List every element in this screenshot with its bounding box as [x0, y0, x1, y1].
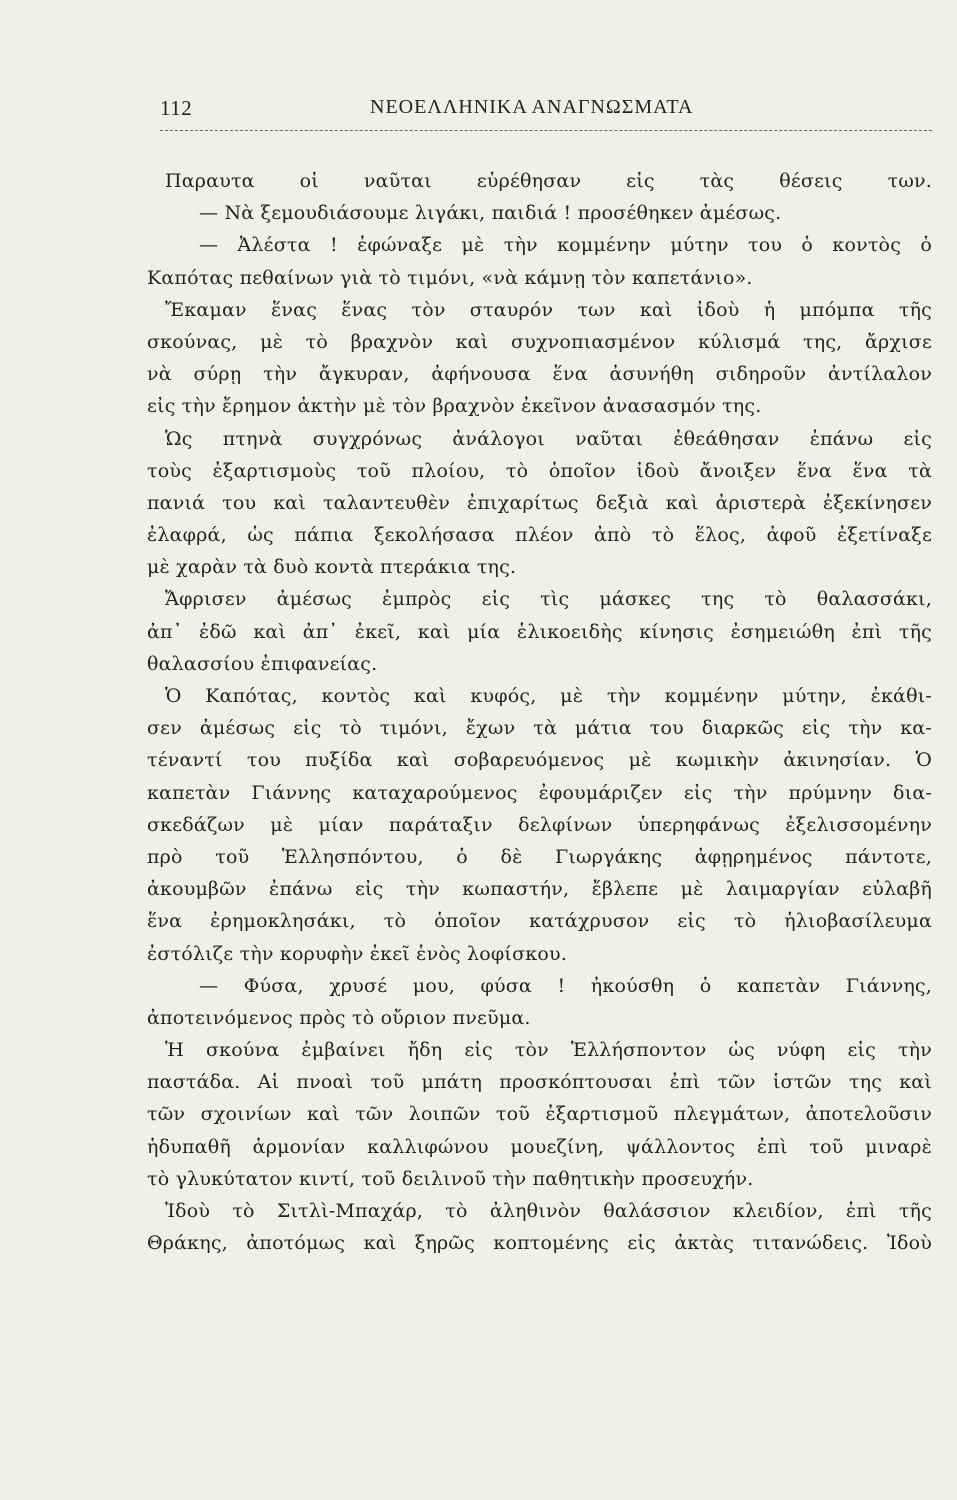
text-line: ἀπ᾽ ἐδῶ καὶ ἀπ᾽ ἐκεῖ, καὶ μία ἑλικοειδὴς κίνησις ἐσημειώθη ἐπὶ τῆς	[147, 620, 932, 643]
text-line: — Ἀλέστα ! ἐφώναξε μὲ τὴν κομμένην μύτην του ὁ κοντὸς ὁ	[199, 234, 932, 257]
text-line: τοὺς ἐξαρτισμοὺς τοῦ πλοίου, τὸ ὁποῖον ἰδοὺ ἄνοιξεν ἕνα ἕνα τὰ	[147, 459, 932, 482]
page-number: 112	[160, 96, 193, 120]
text-line: — Νὰ ξεμουδιάσουμε λιγάκι, παιδιά ! προσέθηκεν ἀμέσως.	[199, 202, 782, 225]
text-line: ἀκουμβῶν ἐπάνω εἰς τὴν κωπαστήν, ἔβλεπε μὲ λαιμαργίαν εὐλαβῆ	[147, 878, 932, 901]
text-line: τῶν σχοινίων καὶ τῶν λοιπῶν τοῦ ἐξαρτισμοῦ πλεγμάτων, ἀποτελοῦσιν	[147, 1103, 932, 1126]
text-line: νὰ σύρῃ τὴν ἄγκυραν, ἀφήνουσα ἕνα ἀσυνήθη σιδηροῦν ἀντίλαλον	[147, 363, 932, 386]
header-rule	[160, 130, 932, 131]
text-line: Ἡ σκούνα ἐμβαίνει ἤδη εἰς τὸν Ἑλλήσποντον ὡς νύφη εἰς τὴν	[165, 1039, 932, 1062]
text-line: ἐλαφρά, ὡς πάπια ξεκολήσασα πλέον ἀπὸ τὸ ἕλος, ἀφοῦ ἐξετίναξε	[147, 524, 932, 547]
text-line: θαλασσίου ἐπιφανείας.	[147, 652, 378, 675]
text-line: πανιά του καὶ ταλαντευθὲν ἐπιχαρίτως δεξιὰ καὶ ἀριστερὰ ἐξεκίνησεν	[147, 491, 932, 514]
text-line: — Φύσα, χρυσέ μου, φύσα ! ἠκούσθη ὁ καπετὰν Γιάννης,	[199, 974, 932, 997]
text-line: τὸ γλυκύτατον κιντί, τοῦ δειλινοῦ τὴν παθητικὴν προσευχήν.	[147, 1167, 754, 1190]
text-line: Παραυτα οἱ ναῦται εὑρέθησαν εἰς τὰς θέσεις των.	[165, 170, 932, 192]
text-line: μὲ χαρὰν τὰ δυὸ κοντὰ πτεράκια της.	[147, 556, 517, 579]
text-line: ἡδυπαθῆ ἁρμονίαν καλλιφώνου μουεζίνη, ψάλλοντος ἐπὶ τοῦ μιναρὲ	[147, 1135, 932, 1158]
text-line: σκεδάζων μὲ μίαν παράταξιν δελφίνων ὑπερηφάνως ἐξελισσομένην	[147, 813, 932, 836]
text-line: Θράκης, ἀποτόμως καὶ ξηρῶς κοπτομένης εἰς ἀκτὰς τιτανώδεις. Ἰδοὺ	[147, 1232, 932, 1255]
page-header	[160, 96, 928, 126]
text-line: Ἄφρισεν ἀμέσως ἐμπρὸς εἰς τὶς μάσκες της τὸ θαλασσάκι,	[165, 588, 932, 611]
running-head: ΝΕΟΕΛΛΗΝΙΚΑ ΑΝΑΓΝΩΣΜΑΤΑ	[370, 96, 694, 118]
text-line: πρὸ τοῦ Ἑλλησπόντου, ὁ δὲ Γιωργάκης ἀφῃρημένος πάντοτε,	[147, 845, 932, 868]
text-line: Ὁ Καπότας, κοντὸς καὶ κυφός, μὲ τὴν κομμένην μύτην, ἐκάθι-	[165, 685, 932, 707]
text-line: παστάδα. Αἱ πνοαὶ τοῦ μπάτη προσκόπτουσαι ἐπὶ τῶν ἱστῶν της καὶ	[147, 1071, 932, 1094]
text-line: ἐστόλιζε τὴν κορυφὴν ἐκεῖ ἑνὸς λοφίσκου.	[147, 942, 567, 965]
text-line: Καπότας πεθαίνων γιὰ τὸ τιμόνι, «νὰ κάμνῃ τὸν καπετάνιο».	[147, 266, 753, 289]
text-line: εἰς τὴν ἔρημον ἀκτὴν μὲ τὸν βραχνὸν ἐκεῖνον ἀνασασμόν της.	[147, 395, 762, 418]
text-line: ἀποτεινόμενος πρὸς τὸ οὔριον πνεῦμα.	[147, 1006, 531, 1029]
text-line: καπετὰν Γιάννης καταχαρούμενος ἐφουμάριζεν εἰς τὴν πρύμνην δια-	[147, 781, 932, 804]
text-line: Ἰδοὺ τὸ Σιτλὶ-Μπαχάρ, τὸ ἀληθινὸν θαλάσσιον κλειδίον, ἐπὶ τῆς	[165, 1200, 932, 1222]
text-line: σεν ἀμέσως εἰς τὸ τιμόνι, ἔχων τὰ μάτια του διαρκῶς εἰς τὴν κα-	[147, 717, 932, 740]
text-line: τέναντί του πυξίδα καὶ σοβαρευόμενος μὲ κωμικὴν ἀκινησίαν. Ὁ	[147, 749, 932, 772]
text-line: Ἔκαμαν ἕνας ἕνας τὸν σταυρόν των καὶ ἰδοὺ ἡ μπόμπα τῆς	[165, 298, 932, 321]
text-line: Ὡς πτηνὰ συγχρόνως ἀνάλογοι ναῦται ἐθεάθησαν ἐπάνω εἰς	[165, 427, 932, 450]
text-line: ἕνα ἐρημοκλησάκι, τὸ ὁποῖον κατάχρυσον εἰς τὸ ἡλιοβασίλευμα	[147, 910, 932, 933]
text-line: σκούνας, μὲ τὸ βραχνὸν καὶ συχνοπιασμένον κύλισμά της, ἄρχισε	[147, 330, 932, 353]
body-text	[147, 165, 932, 1259]
